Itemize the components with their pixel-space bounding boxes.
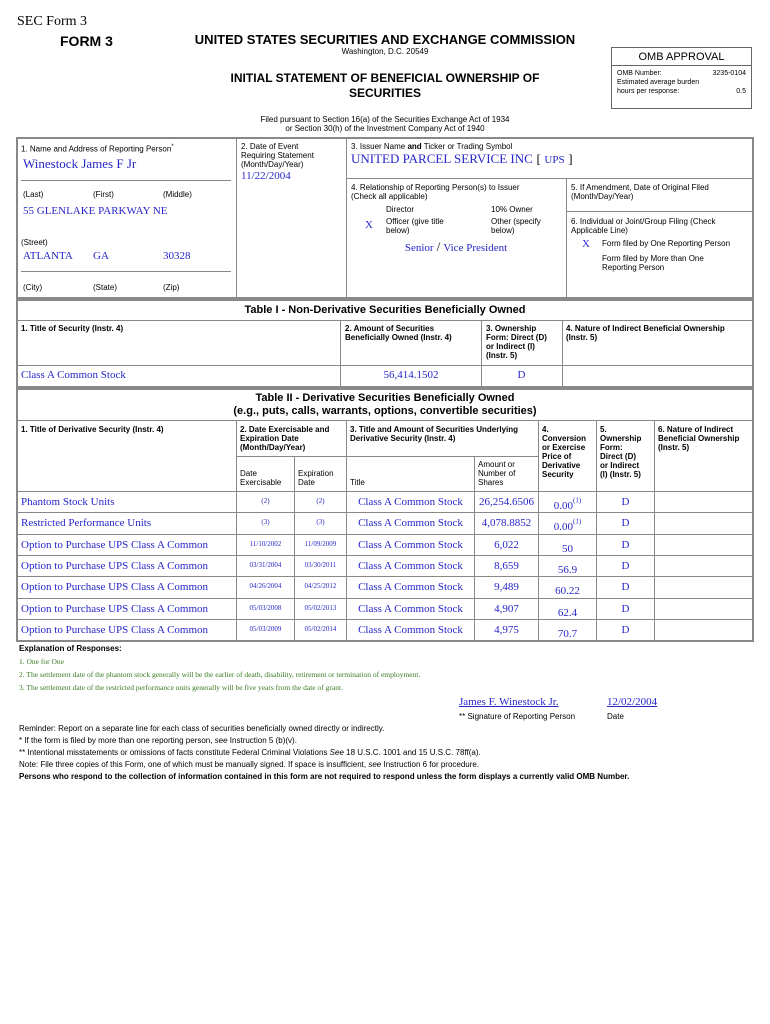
explanation-note-3: 3. The settlement date of the restricted performance units generally will be five years from the date of grant. bbox=[19, 683, 343, 692]
t2-row-price: 70.7 bbox=[557, 628, 578, 640]
t2-col-conversion: 4. Conversion or Exercise Price of Derivative Security bbox=[542, 425, 587, 479]
t2-row-price: 0.00$^{(1)}$ bbox=[553, 496, 582, 512]
filing-more-label: Form filed by More than One Reporting Person bbox=[602, 254, 704, 272]
ten-percent-owner-label: 10% Owner bbox=[491, 205, 533, 214]
t2-row-exercisable: 05/03/2008 bbox=[249, 604, 282, 612]
omb-number: 3235-0104 bbox=[712, 70, 746, 77]
t1-col-nature: 4. Nature of Indirect Beneficial Ownership (Instr. 5) bbox=[566, 324, 725, 342]
issuer-ticker[interactable]: UPS bbox=[544, 154, 565, 166]
filed-pursuant-2: or Section 30(h) of the Investment Company Act of 1940 bbox=[285, 124, 485, 133]
form-title-line2: SECURITIES bbox=[348, 86, 421, 100]
event-date-label: 2. Date of Event Requiring Statement (Month/Day/Year) bbox=[241, 142, 314, 169]
filed-pursuant-1: Filed pursuant to Section 16(a) of the Securities Exchange Act of 1934 bbox=[260, 115, 510, 124]
form-title-line1: INITIAL STATEMENT OF BENEFICIAL OWNERSHIP OF bbox=[230, 71, 540, 85]
agency-title: UNITED STATES SECURITIES AND EXCHANGE COMMISSION bbox=[194, 32, 576, 47]
footnote-3: Note: File three copies of this Form, one of which must be manually signed. If space is insufficient, see Instruction 6 for procedure. bbox=[19, 760, 480, 769]
t2-row-form: D bbox=[621, 624, 630, 636]
table2-title: Table II - Derivative Securities Beneficially Owned (e.g., puts, calls, warrants, options, convertible securities) bbox=[233, 392, 537, 417]
t2-row-underlying-title: Class A Common Stock bbox=[358, 517, 463, 529]
t2-row-expiration: 04/25/2012 bbox=[304, 582, 337, 590]
t2-row-underlying-title: Class A Common Stock bbox=[358, 560, 463, 572]
t2-row-underlying-title: Class A Common Stock bbox=[358, 624, 463, 636]
t2-row-price: 56.9 bbox=[557, 564, 578, 576]
omb-burden-label: Estimated average burden bbox=[617, 79, 700, 86]
t2-row-expiration: 05/02/2014 bbox=[304, 625, 337, 633]
t2-row-amount: 4,975 bbox=[494, 624, 519, 636]
t2-col-ownership: 5. Ownership Form: Direct (D) or Indirect (I) (Instr. 5) bbox=[600, 425, 642, 479]
t2-row-form: D bbox=[621, 603, 630, 615]
middle-label: (Middle) bbox=[163, 190, 192, 199]
issuer-name[interactable]: UNITED PARCEL SERVICE INC bbox=[351, 151, 533, 166]
t2-row-underlying-title: Class A Common Stock bbox=[358, 539, 463, 551]
explanation-note-1: 1. One for One bbox=[19, 657, 64, 666]
footnote-1: * If the form is filed by more than one reporting person, see Instruction 5 (b)(v). bbox=[19, 736, 297, 745]
omb-number-label: OMB Number: bbox=[617, 70, 662, 77]
t2-col-title: 1. Title of Derivative Security (Instr. 4) bbox=[21, 425, 164, 434]
t2-col-nature: 6. Nature of Indirect Beneficial Ownership (Instr. 5) bbox=[658, 425, 740, 452]
street-label: (Street) bbox=[21, 238, 48, 247]
form-number: FORM 3 bbox=[60, 33, 113, 49]
other-label: Other (specify below) bbox=[491, 217, 541, 235]
reporting-person-name[interactable]: Winestock James F Jr bbox=[23, 156, 137, 171]
t2-sub-amount: Amount or Number of Shares bbox=[478, 460, 516, 487]
t1-row-amount: 56,414.1502 bbox=[383, 369, 439, 381]
director-label: Director bbox=[386, 205, 415, 214]
t2-row-amount: 26,254.6506 bbox=[479, 496, 534, 508]
t2-col-underlying: 3. Title and Amount of Securities Underlying Derivative Security (Instr. 4) bbox=[350, 425, 519, 443]
t2-row-title: Option to Purchase UPS Class A Common bbox=[21, 624, 209, 636]
officer-title: Senior / Vice President bbox=[404, 239, 508, 254]
last-label: (Last) bbox=[23, 190, 44, 199]
t1-col-title: 1. Title of Security (Instr. 4) bbox=[21, 324, 124, 333]
sec-form-label: SEC Form 3 bbox=[17, 14, 88, 29]
t2-row-title: Option to Purchase UPS Class A Common bbox=[21, 603, 209, 615]
t2-row-underlying-title: Class A Common Stock bbox=[358, 496, 463, 508]
signature-date: 12/02/2004 bbox=[607, 696, 658, 708]
zip-label: (Zip) bbox=[163, 283, 180, 292]
footnote-omb: Persons who respond to the collection of information contained in this form are not required to respond unless the form displays a currently valid OMB Number. bbox=[19, 772, 630, 781]
t2-row-amount: 6,022 bbox=[494, 539, 519, 551]
table1-title: Table I - Non-Derivative Securities Beneficially Owned bbox=[244, 304, 526, 316]
t2-row-amount: 4,078.8852 bbox=[481, 517, 532, 529]
reporting-person-label: 1. Name and Address of Reporting Person* bbox=[21, 144, 174, 154]
omb-approval-box bbox=[611, 47, 752, 109]
issuer-label: 3. Issuer Name and Ticker or Trading Symbol bbox=[351, 142, 513, 151]
t2-row-underlying-title: Class A Common Stock bbox=[358, 603, 463, 615]
omb-hours-label: hours per response: bbox=[617, 88, 680, 95]
t2-row-title: Phantom Stock Units bbox=[21, 496, 115, 508]
officer-checkmark[interactable]: X bbox=[365, 219, 373, 231]
t2-row-underlying-title: Class A Common Stock bbox=[358, 581, 463, 593]
t1-col-amount: 2. Amount of Securities Beneficially Owned (Instr. 4) bbox=[345, 324, 452, 342]
explanation-note-2: 2. The settlement date of the phantom stock generally will be the earlier of death, disability, retirement or termination of employment. bbox=[19, 670, 421, 679]
t2-row-form: D bbox=[621, 539, 630, 551]
filing-type-label: 6. Individual or Joint/Group Filing (Check Applicable Line) bbox=[571, 217, 716, 235]
t2-row-title: Option to Purchase UPS Class A Common bbox=[21, 539, 209, 551]
t2-sub-date-exercisable: Date Exercisable bbox=[240, 469, 282, 487]
t2-row-expiration: 11/09/2009 bbox=[304, 540, 337, 548]
t2-row-price: 62.4 bbox=[557, 607, 578, 619]
t2-col-dates: 2. Date Exercisable and Expiration Date (Month/Day/Year) bbox=[240, 425, 330, 452]
t2-row-title: Option to Purchase UPS Class A Common bbox=[21, 581, 209, 593]
t2-row-exercisable: 03/31/2004 bbox=[249, 561, 282, 569]
explanation-title: Explanation of Responses: bbox=[19, 644, 122, 653]
t2-row-exercisable: 05/03/2009 bbox=[249, 625, 282, 633]
issuer-name-row: UNITED PARCEL SERVICE INC [ UPS ] bbox=[351, 151, 573, 166]
state-value[interactable]: GA bbox=[93, 250, 109, 262]
footnote-2: ** Intentional misstatements or omissions of facts constitute Federal Criminal Violations See 18 U.S.C. 1001 and 15 U.S.C. 78ff(a). bbox=[19, 748, 481, 757]
t2-row-expiration: (2) bbox=[316, 497, 325, 505]
t2-row-exercisable: (3) bbox=[261, 518, 270, 526]
t2-row-form: D bbox=[621, 517, 630, 529]
omb-hours: 0.5 bbox=[736, 88, 746, 95]
t2-row-expiration: (3) bbox=[316, 518, 325, 526]
reminder-text: Reminder: Report on a separate line for each class of securities beneficially owned directly or indirectly. bbox=[19, 724, 385, 733]
state-label: (State) bbox=[93, 283, 118, 292]
t2-row-exercisable: 11/10/2002 bbox=[249, 540, 282, 548]
t1-row-form: D bbox=[517, 369, 526, 381]
signature-label: ** Signature of Reporting Person bbox=[459, 712, 576, 721]
t2-row-form: D bbox=[621, 496, 630, 508]
street-address[interactable]: 55 GLENLAKE PARKWAY NE bbox=[23, 205, 168, 217]
omb-title: OMB APPROVAL bbox=[612, 48, 751, 66]
t2-row-title: Restricted Performance Units bbox=[21, 517, 152, 529]
t2-row-price: 60.22 bbox=[555, 585, 580, 597]
signature-date-label: Date bbox=[607, 712, 624, 721]
city-value[interactable]: ATLANTA bbox=[23, 250, 73, 262]
filing-one-label: Form filed by One Reporting Person bbox=[602, 239, 731, 248]
t2-row-expiration: 03/30/2011 bbox=[304, 561, 337, 569]
agency-location: Washington, D.C. 20549 bbox=[341, 47, 429, 56]
relationship-label: 4. Relationship of Reporting Person(s) to Issuer (Check all applicable) bbox=[351, 183, 520, 201]
signature-name: James F. Winestock Jr. bbox=[459, 696, 559, 708]
t2-row-title: Option to Purchase UPS Class A Common bbox=[21, 560, 209, 572]
zip-value[interactable]: 30328 bbox=[163, 250, 191, 262]
t2-row-amount: 8,659 bbox=[494, 560, 519, 572]
t2-row-price: 0.00$^{(1)}$ bbox=[553, 517, 582, 533]
t2-row-form: D bbox=[621, 581, 630, 593]
t2-row-amount: 9,489 bbox=[494, 581, 519, 593]
city-label: (City) bbox=[23, 283, 43, 292]
t2-row-exercisable: 04/26/2004 bbox=[249, 582, 282, 590]
t1-col-ownership: 3. Ownership Form: Direct (D) or Indirect (I) (Instr. 5) bbox=[486, 324, 547, 360]
t2-row-price: 50 bbox=[562, 543, 573, 555]
first-label: (First) bbox=[93, 190, 114, 199]
officer-label: Officer (give title below) bbox=[386, 217, 444, 235]
t2-sub-expiration: Expiration Date bbox=[298, 469, 334, 487]
filing-one-checkmark[interactable]: X bbox=[582, 238, 590, 250]
t2-row-exercisable: (2) bbox=[261, 497, 270, 505]
t2-sub-title: Title bbox=[350, 478, 365, 487]
t2-row-expiration: 05/02/2013 bbox=[304, 604, 337, 612]
amendment-label: 5. If Amendment, Date of Original Filed (Month/Day/Year) bbox=[571, 183, 709, 201]
event-date[interactable]: 11/22/2004 bbox=[241, 170, 291, 182]
t1-row-title: Class A Common Stock bbox=[21, 369, 126, 381]
t2-row-form: D bbox=[621, 560, 630, 572]
t2-row-amount: 4,907 bbox=[494, 603, 519, 615]
